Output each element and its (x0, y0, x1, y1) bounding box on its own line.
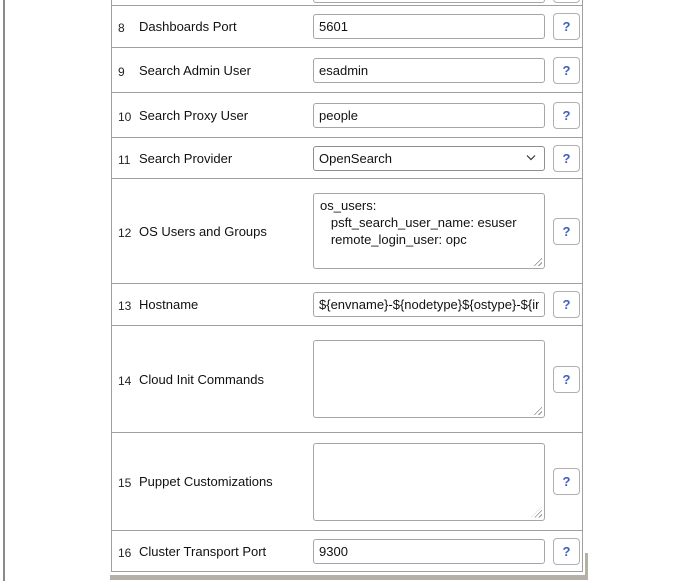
question-mark-icon: ? (562, 107, 571, 123)
row-label: Cluster Transport Port (139, 543, 267, 559)
row-7-input-fragment[interactable] (313, 0, 545, 3)
puppet-customizations-textarea[interactable] (313, 443, 545, 521)
question-mark-icon: ? (562, 223, 571, 239)
form-row-search-admin-user (112, 47, 582, 92)
vertical-scrollbar-thumb[interactable] (585, 553, 588, 575)
question-mark-icon: ? (562, 543, 571, 559)
form-row-search-provider (112, 137, 582, 178)
row-label: Search Admin User (139, 62, 251, 78)
chevron-down-icon (526, 155, 536, 161)
row-label: Search Proxy User (139, 107, 249, 123)
search-provider-select[interactable] (313, 146, 545, 171)
row-number: 8 (118, 21, 125, 35)
question-mark-icon: ? (562, 19, 571, 34)
help-button[interactable] (553, 57, 580, 84)
row-label: Cloud Init Commands (139, 371, 264, 387)
form-row-cloud-init-commands (112, 325, 582, 432)
form-row-dashboards-port (112, 5, 582, 47)
question-mark-icon: ? (562, 371, 571, 387)
form-row-puppet-customizations (112, 432, 582, 530)
row-label: Puppet Customizations (139, 474, 273, 489)
row-number: 16 (118, 545, 132, 560)
cloud-init-commands-textarea[interactable] (313, 340, 545, 418)
search-proxy-user-input[interactable] (313, 103, 545, 128)
cluster-transport-port-input[interactable] (313, 539, 545, 564)
row-label: Search Provider (139, 150, 233, 166)
row-number: 11 (118, 152, 131, 167)
row-7-help-button-fragment[interactable] (553, 0, 580, 3)
question-mark-icon: ? (562, 62, 571, 78)
help-button[interactable] (553, 291, 580, 318)
help-button[interactable] (553, 538, 580, 565)
left-panel-divider (3, 0, 5, 581)
question-mark-icon: ? (562, 297, 571, 312)
form-row-os-users-and-groups (112, 178, 582, 283)
hostname-input[interactable] (313, 292, 545, 317)
form-row-hostname (112, 283, 582, 325)
help-button[interactable] (553, 102, 580, 129)
row-number: 13 (118, 299, 132, 313)
row-label: Dashboards Port (139, 19, 237, 34)
row-number: 15 (118, 476, 132, 490)
form-row-cluster-transport-port (112, 530, 582, 571)
row-label: Hostname (139, 297, 199, 312)
help-button[interactable] (553, 218, 580, 245)
os-users-and-groups-textarea[interactable] (313, 193, 545, 269)
row-number: 9 (118, 64, 125, 79)
question-mark-icon: ? (562, 150, 571, 166)
help-button[interactable] (553, 366, 580, 393)
row-label: OS Users and Groups (139, 223, 267, 239)
row-number: 14 (118, 373, 132, 388)
help-button[interactable] (553, 468, 580, 495)
row-number: 12 (118, 225, 132, 240)
dashboards-port-input[interactable] (313, 14, 545, 39)
search-admin-user-input[interactable] (313, 58, 545, 83)
help-button[interactable] (553, 13, 580, 40)
properties-form-table (111, 0, 583, 572)
question-mark-icon: ? (562, 474, 571, 489)
horizontal-scrollbar-thumb[interactable] (110, 575, 588, 580)
selected-option-label: OpenSearch (319, 150, 392, 166)
form-row-search-proxy-user (112, 92, 582, 137)
row-number: 10 (118, 109, 132, 124)
help-button[interactable] (553, 145, 580, 172)
